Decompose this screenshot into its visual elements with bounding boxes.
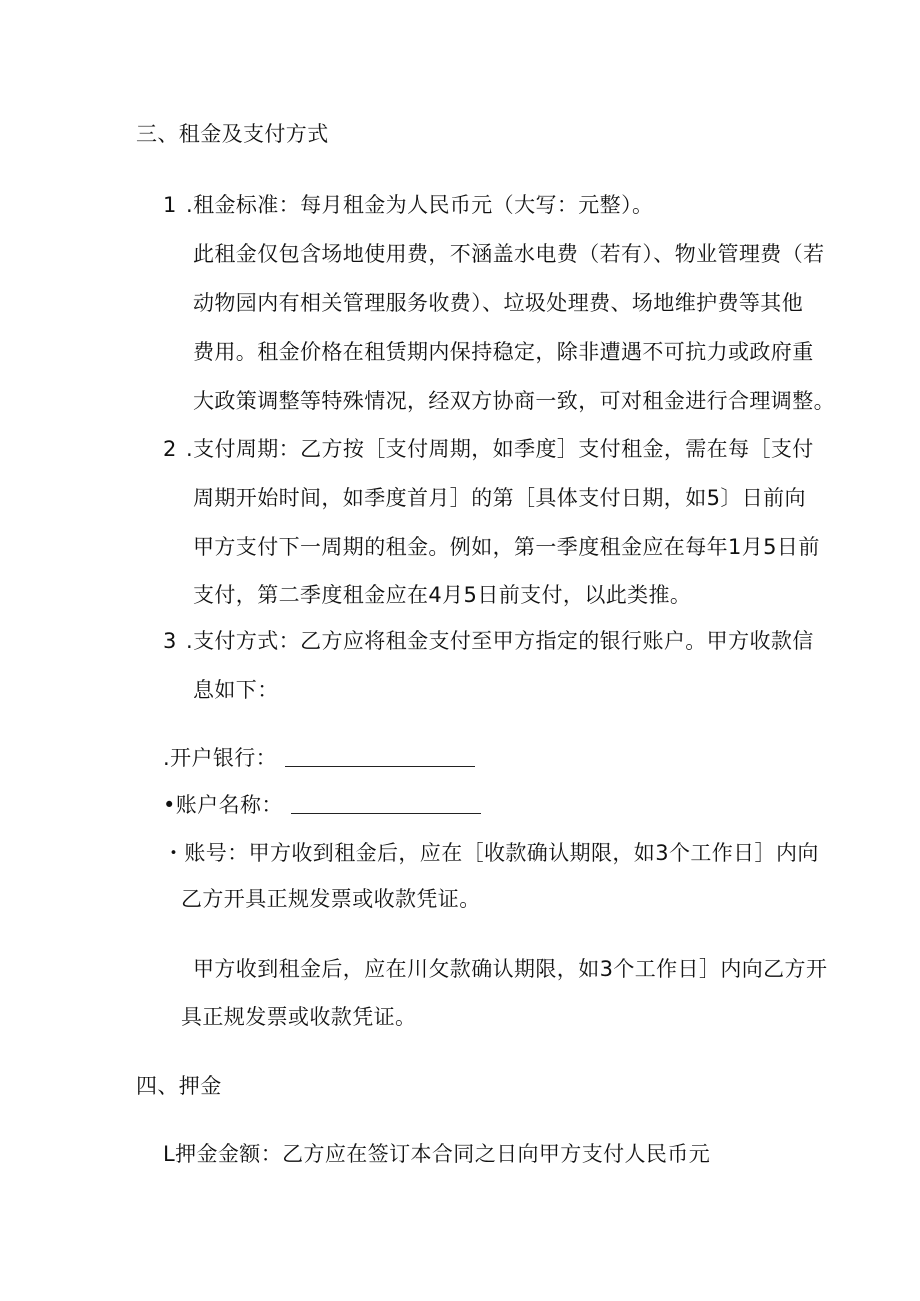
item-3-line-2: 息如下： (193, 678, 279, 702)
item-1-para-line-2: 动物园内有相关管理服务收费）、垃圾处理费、场地维护费等其他 (193, 291, 804, 315)
deposit-amount-line: L押金金额：乙方应在签订本合同之日向甲方支付人民币元 (163, 1142, 711, 1166)
account-number-line-2: 乙方开具正规发票或收款凭证。 (181, 887, 481, 911)
item-1-para-line-4: 大政策调整等特殊情况，经双方协商一致，可对租金进行合理调整。 (193, 389, 835, 413)
account-name-row (163, 791, 481, 819)
item-3-number: 3 (163, 629, 177, 653)
bank-name-label: .开户银行： (163, 746, 278, 770)
item-1-number: 1 (163, 193, 177, 217)
item-3-title: .支付方式：乙方应将租金支付至甲方指定的银行账户。甲方收款信 (186, 629, 814, 653)
account-name-label: •账户名称： (163, 793, 283, 817)
section-3-heading: 三、租金及支付方式 (136, 122, 329, 146)
item-1-para-line-1: 此租金仅包含场地使用费，不涵盖水电费（若有）、物业管理费（若 (193, 242, 825, 266)
repeat-para-line-1: 甲方收到租金后，应在川攵款确认期限，如3个工作日］内向乙方开 (193, 957, 828, 981)
bank-name-blank (285, 746, 475, 767)
account-name-blank (291, 793, 481, 814)
repeat-para-line-2: 具正规发票或收款凭证。 (181, 1005, 417, 1029)
item-2-line-3: 甲方支付下一周期的租金。例如，第一季度租金应在每年1月5日前 (193, 535, 820, 559)
item-2-line-2: 周期开始时间，如季度首月］的第［具体支付日期，如5〕日前向 (193, 486, 806, 510)
item-2-number: 2 (163, 437, 177, 461)
bank-name-row (163, 744, 475, 772)
item-2-title: .支付周期：乙方按［支付周期，如季度］支付租金，需在每［支付 (186, 437, 814, 461)
item-1-title: .租金标准：每月租金为人民币元（大写：元整）。 (186, 193, 654, 217)
account-number-line-1: ・账号：甲方收到租金后，应在［收款确认期限，如3个工作日］内向 (163, 841, 819, 865)
item-2-line-4: 支付，第二季度租金应在4月5日前支付，以此类推。 (193, 583, 692, 607)
section-4-heading: 四、押金 (136, 1074, 222, 1098)
item-1-para-line-3: 费用。租金价格在租赁期内保持稳定，除非遭遇不可抗力或政府重 (193, 340, 814, 364)
